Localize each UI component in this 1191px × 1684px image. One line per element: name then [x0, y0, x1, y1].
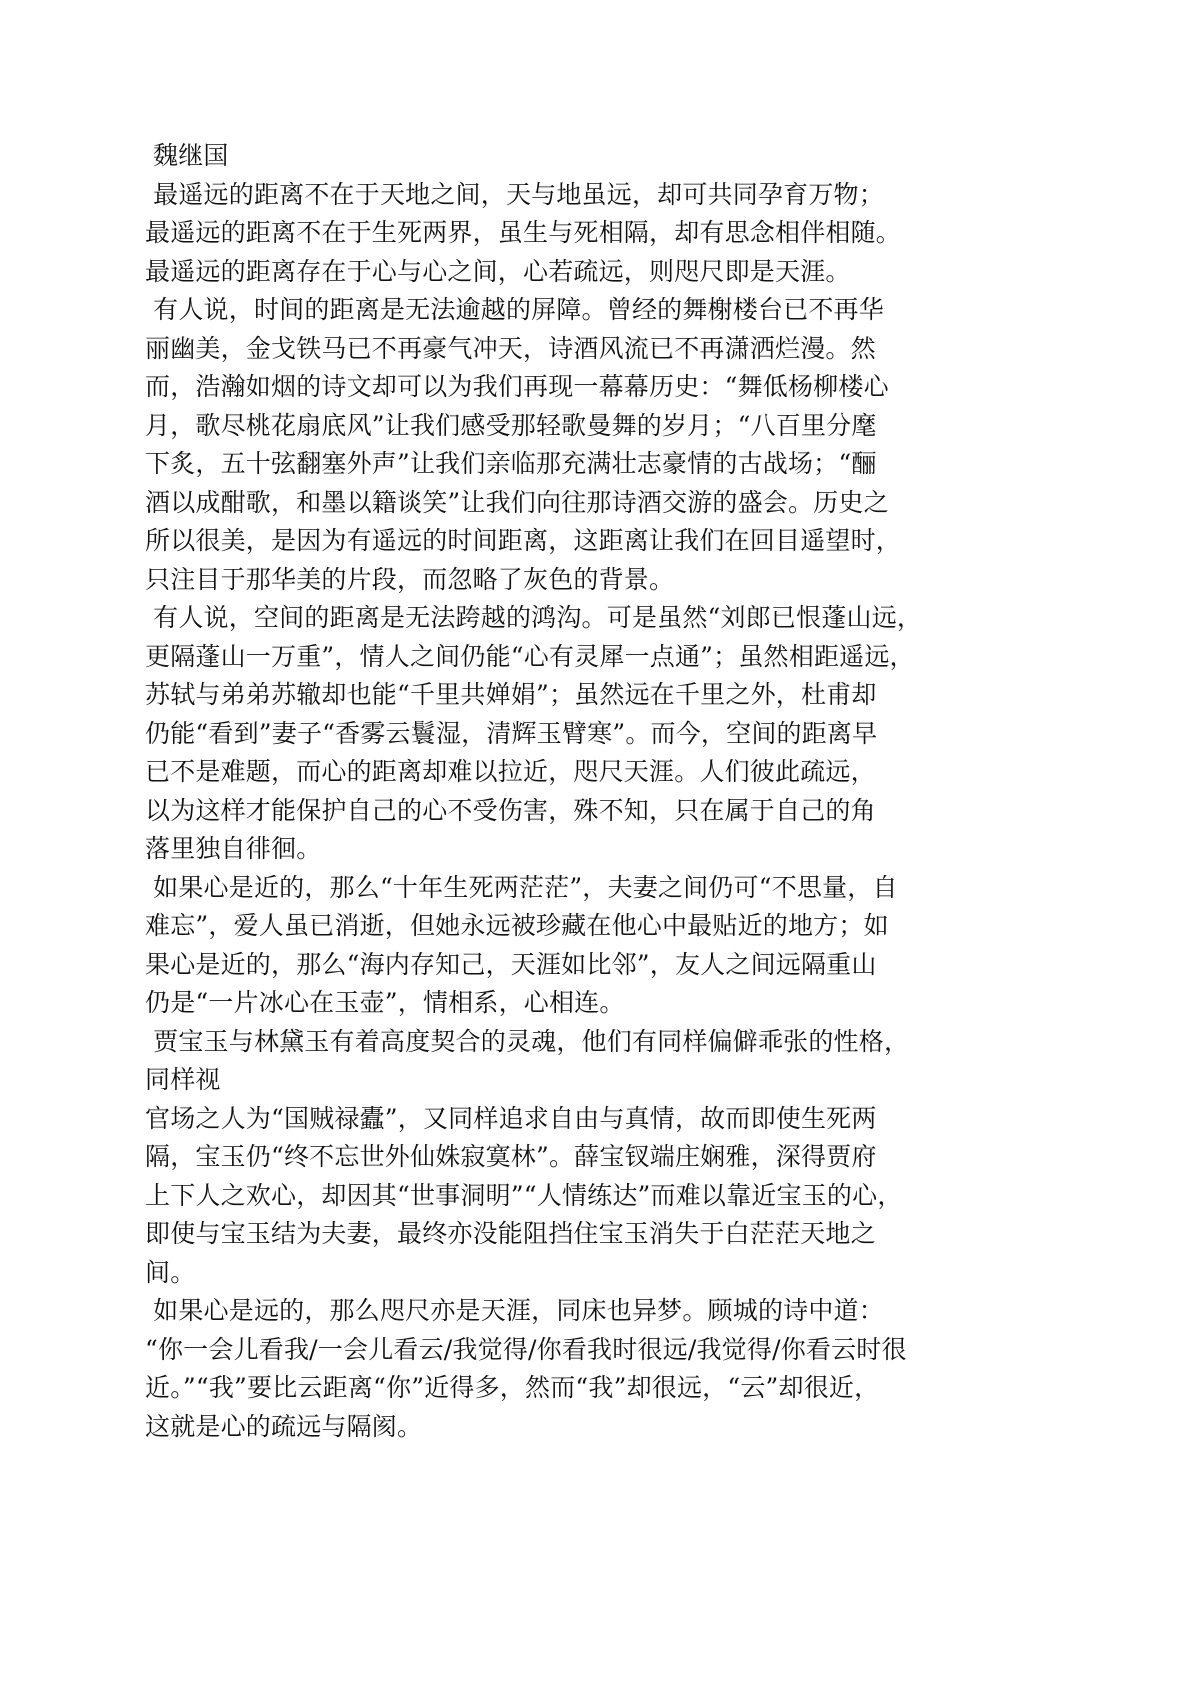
text-line: 同样视 — [145, 1065, 221, 1094]
text-line: 官场之人为“国贼禄蠹”，又同样追求自由与真情，故而即使生死两 — [145, 1103, 877, 1133]
text-line: 上下人之欢心，却因其“世事洞明”“人情练达”而难以靠近宝玉的心， — [145, 1180, 903, 1210]
text-line: 落里独自徘徊。 — [145, 834, 322, 863]
text-line: 更隔蓬山一万重”，情人之间仍能“心有灵犀一点通”；虽然相距遥远， — [145, 641, 915, 671]
text-line: 而，浩瀚如烟的诗文却可以为我们再现一幕幕历史：“舞低杨柳楼心 — [145, 372, 889, 401]
text-line: 有人说，时间的距离是无法逾越的屏障。曾经的舞榭楼台已不再华 — [145, 295, 884, 324]
text-line: 如果心是近的，那么“十年生死两茫茫”，夫妻之间仍可“不思量，自 — [145, 872, 898, 902]
text-line: 仍能“看到”妻子“香雾云鬟湿，清辉玉臂寒”。而今，空间的距离早 — [145, 718, 878, 748]
text-line: 有人说，空间的距离是无法跨越的鸿沟。可是虽然“刘郎已恨蓬山远， — [145, 603, 923, 632]
essay-body — [145, 137, 1155, 1446]
text-line: 已不是难题，而心的距离却难以拉近，咫尺天涯。人们彼此疏远， — [145, 757, 876, 786]
text-line: 近。”“我”要比云距离“你”近得多，然而“我”却很远，“云”却很近， — [145, 1373, 880, 1402]
text-line: 月，歌尽桃花扇底风”让我们感受那轻歌曼舞的岁月；“八百里分麾 — [145, 410, 877, 440]
text-line: 下炙，五十弦翻塞外声”让我们亲临那充满壮志豪情的古战场；“酾 — [145, 449, 877, 478]
text-line: 只注目于那华美的片段，而忽略了灰色的背景。 — [145, 564, 675, 594]
text-line: 最遥远的距离不在于生死两界，虽生与死相隔，却有思念相伴相随。 — [145, 218, 902, 247]
text-line: 苏轼与弟弟苏辙却也能“千里共婵娟”；虽然远在千里之外，杜甫却 — [145, 680, 877, 709]
text-line: 果心是近的，那么“海内存知己，天涯如比邻”，友人之间远隔重山 — [145, 949, 877, 979]
text-line: 仍是“一片冰心在玉壶”，情相系，心相连。 — [145, 988, 625, 1017]
text-line: 最遥远的距离不在于天地之间，天与地虽远，却可共同孕育万物； — [145, 179, 884, 209]
text-line: 贾宝玉与林黛玉有着高度契合的灵魂，他们有同样偏僻乖张的性格， — [145, 1026, 910, 1056]
text-line: 即使与宝玉结为夫妻，最终亦没能阻挡住宝玉消失于白茫茫天地之 — [145, 1219, 876, 1248]
text-line: 最遥远的距离存在于心与心之间，心若疏远，则咫尺即是天涯。 — [145, 256, 851, 286]
text-line: 隔，宝玉仍“终不忘世外仙姝寂寞林”。薛宝钗端庄娴雅，深得贾府 — [145, 1142, 877, 1171]
text-line: 这就是心的疏远与隔阂。 — [145, 1411, 423, 1441]
text-line: 酒以成酣歌，和墨以籍谈笑”让我们向往那诗酒交游的盛会。历史之 — [145, 487, 889, 517]
text-line: 间。 — [145, 1257, 196, 1287]
text-line: “你一会儿看我/一会儿看云/我觉得/你看我时很远/我觉得/你看云时很 — [145, 1334, 907, 1364]
text-line: 以为这样才能保护自己的心不受伤害，殊不知，只在属于自己的角 — [145, 795, 876, 825]
text-line: 丽幽美，金戈铁马已不再豪气冲天，诗酒风流已不再潇洒烂漫。然 — [145, 333, 876, 363]
text-line: 难忘”，爱人虽已消逝，但她永远被珍藏在他心中最贴近的地方；如 — [145, 911, 889, 940]
text-line: 所以很美，是因为有遥远的时间距离，这距离让我们在回目遥望时， — [145, 526, 902, 555]
text-line: 如果心是远的，那么咫尺亦是天涯，同床也异梦。顾城的诗中道： — [145, 1296, 884, 1325]
author-name: 魏继国 — [153, 141, 229, 170]
